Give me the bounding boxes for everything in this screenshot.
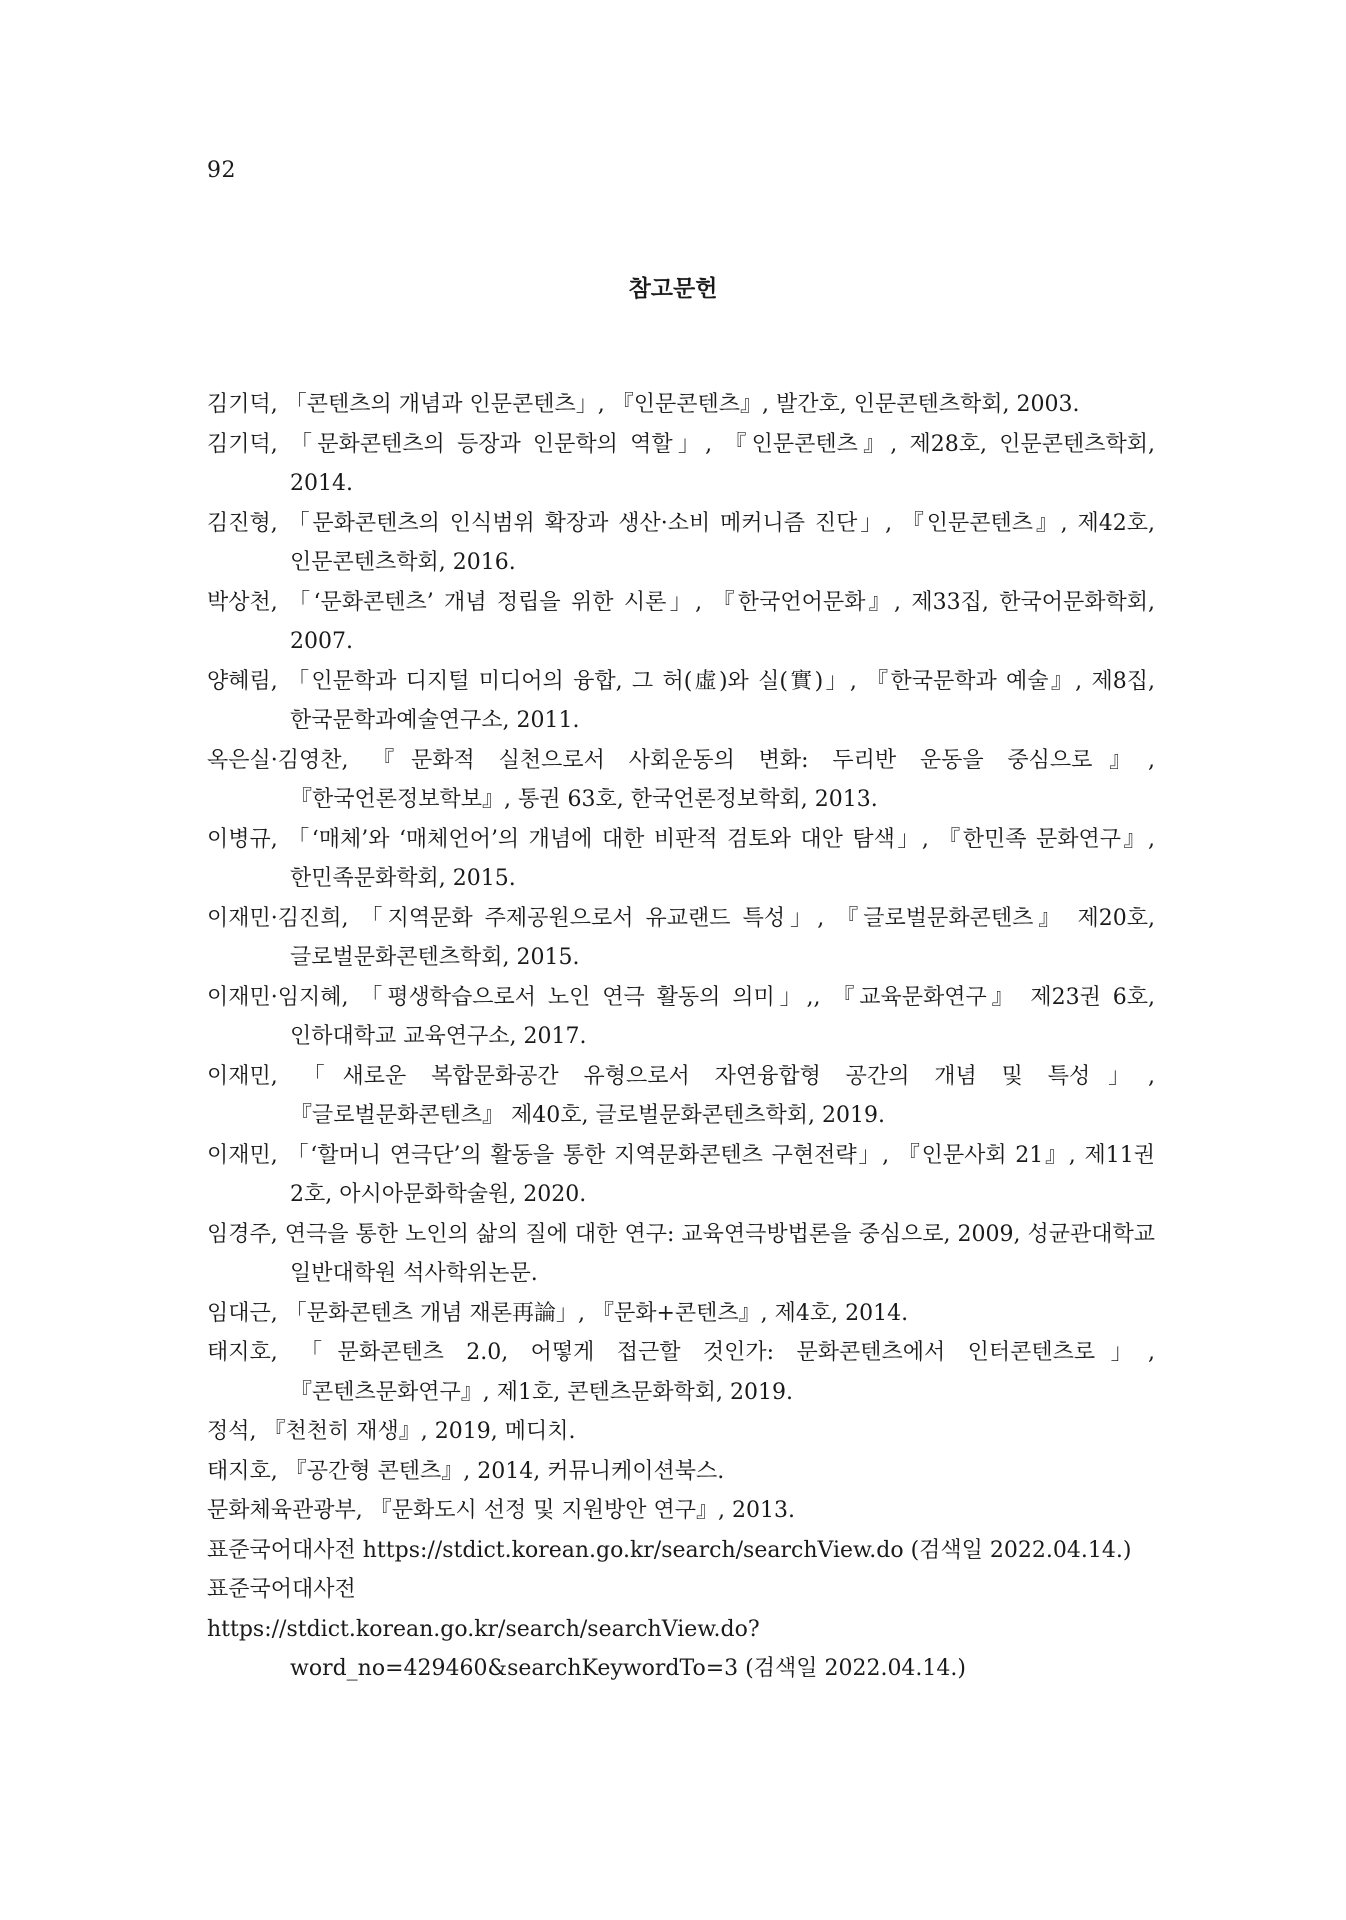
reference-item: 김기덕, 「콘텐츠의 개념과 인문콘텐츠」, 『인문콘텐츠』, 발간호, 인문콘텐츠학회, 2003. xyxy=(207,392,1080,417)
reference-item: 이재민, 「새로운 복합문화공간 유형으로서 자연융합형 공간의 개념 및 특성」, 『글로벌문화콘텐츠』 제40호, 글로벌문화콘텐츠학회, 2019. xyxy=(207,1063,1155,1128)
reference-item: 태지호, 「문화콘텐츠 2.0, 어떻게 접근할 것인가: 문화콘텐츠에서 인터콘텐츠로」, 『콘텐츠문화연구』, 제1호, 콘텐츠문화학회, 2019. xyxy=(207,1340,1155,1405)
reference-item: 이재민·임지혜, 「평생학습으로서 노인 연극 활동의 의미」,, 『교육문화연구』 제23권 6호, 인하대학교 교육연구소, 2017. xyxy=(207,984,1155,1049)
reference-item: 김기덕, 「문화콘텐츠의 등장과 인문학의 역할」, 『인문콘텐츠』, 제28호, 인문콘텐츠학회, 2014. xyxy=(207,431,1155,496)
reference-item: https://stdict.korean.go.kr/search/searchView.do?word_no=429460&searchKeywordTo=3 (검색일 2022.04.14.) xyxy=(207,1616,966,1681)
reference-item: 문화체육관광부, 『문화도시 선정 및 지원방안 연구』, 2013. xyxy=(207,1498,795,1523)
reference-item: 이재민·김진희, 「지역문화 주제공원으로서 유교랜드 특성」, 『글로벌문화콘텐츠』 제20호, 글로벌문화콘텐츠학회, 2015. xyxy=(207,905,1155,970)
reference-item: 옥은실·김영찬, 『문화적 실천으로서 사회운동의 변화: 두리반 운동을 중심으로』, 『한국언론정보학보』, 통권 63호, 한국언론정보학회, 2013. xyxy=(207,747,1155,812)
page-number: 92 xyxy=(207,158,236,183)
reference-item: 박상천, 「‘문화콘텐츠’ 개념 정립을 위한 시론」, 『한국언어문화』, 제33집, 한국어문화학회, 2007. xyxy=(207,589,1155,654)
reference-item: 김진형, 「문화콘텐츠의 인식범위 확장과 생산·소비 메커니즘 진단」, 『인문콘텐츠』, 제42호, 인문콘텐츠학회, 2016. xyxy=(207,510,1155,575)
reference-item: 이병규, 「‘매체’와 ‘매체언어’의 개념에 대한 비판적 검토와 대안 탐색」, 『한민족 문화연구』, 한민족문화학회, 2015. xyxy=(207,826,1155,891)
reference-item: 정석, 『천천히 재생』, 2019, 메디치. xyxy=(207,1419,576,1444)
reference-item: 임대근, 「문화콘텐츠 개념 재론再論」, 『문화+콘텐츠』, 제4호, 2014. xyxy=(207,1300,909,1326)
page-title: 참고문헌 xyxy=(628,275,718,302)
reference-item: 임경주, 연극을 통한 노인의 삶의 질에 대한 연구: 교육연극방법론을 중심으로, 2009, 성균관대학교 일반대학원 석사학위논문. xyxy=(207,1221,1155,1286)
reference-item: 표준국어대사전 https://stdict.korean.go.kr/search/searchView.do (검색일 2022.04.14.) xyxy=(207,1537,1132,1563)
reference-item: 양혜림, 「인문학과 디지털 미디어의 융합, 그 허(虛)와 실(實)」, 『한국문학과 예술』, 제8집, 한국문학과예술연구소, 2011. xyxy=(207,668,1155,733)
reference-item: 이재민, 「‘할머니 연극단’의 활동을 통한 지역문화콘텐츠 구현전략」, 『인문사회 21』, 제11권 2호, 아시아문화학술원, 2020. xyxy=(207,1142,1155,1207)
reference-item: 태지호, 『공간형 콘텐츠』, 2014, 커뮤니케이션북스. xyxy=(207,1458,725,1484)
reference-list xyxy=(207,385,1155,1689)
reference-item: 표준국어대사전 xyxy=(207,1577,356,1602)
